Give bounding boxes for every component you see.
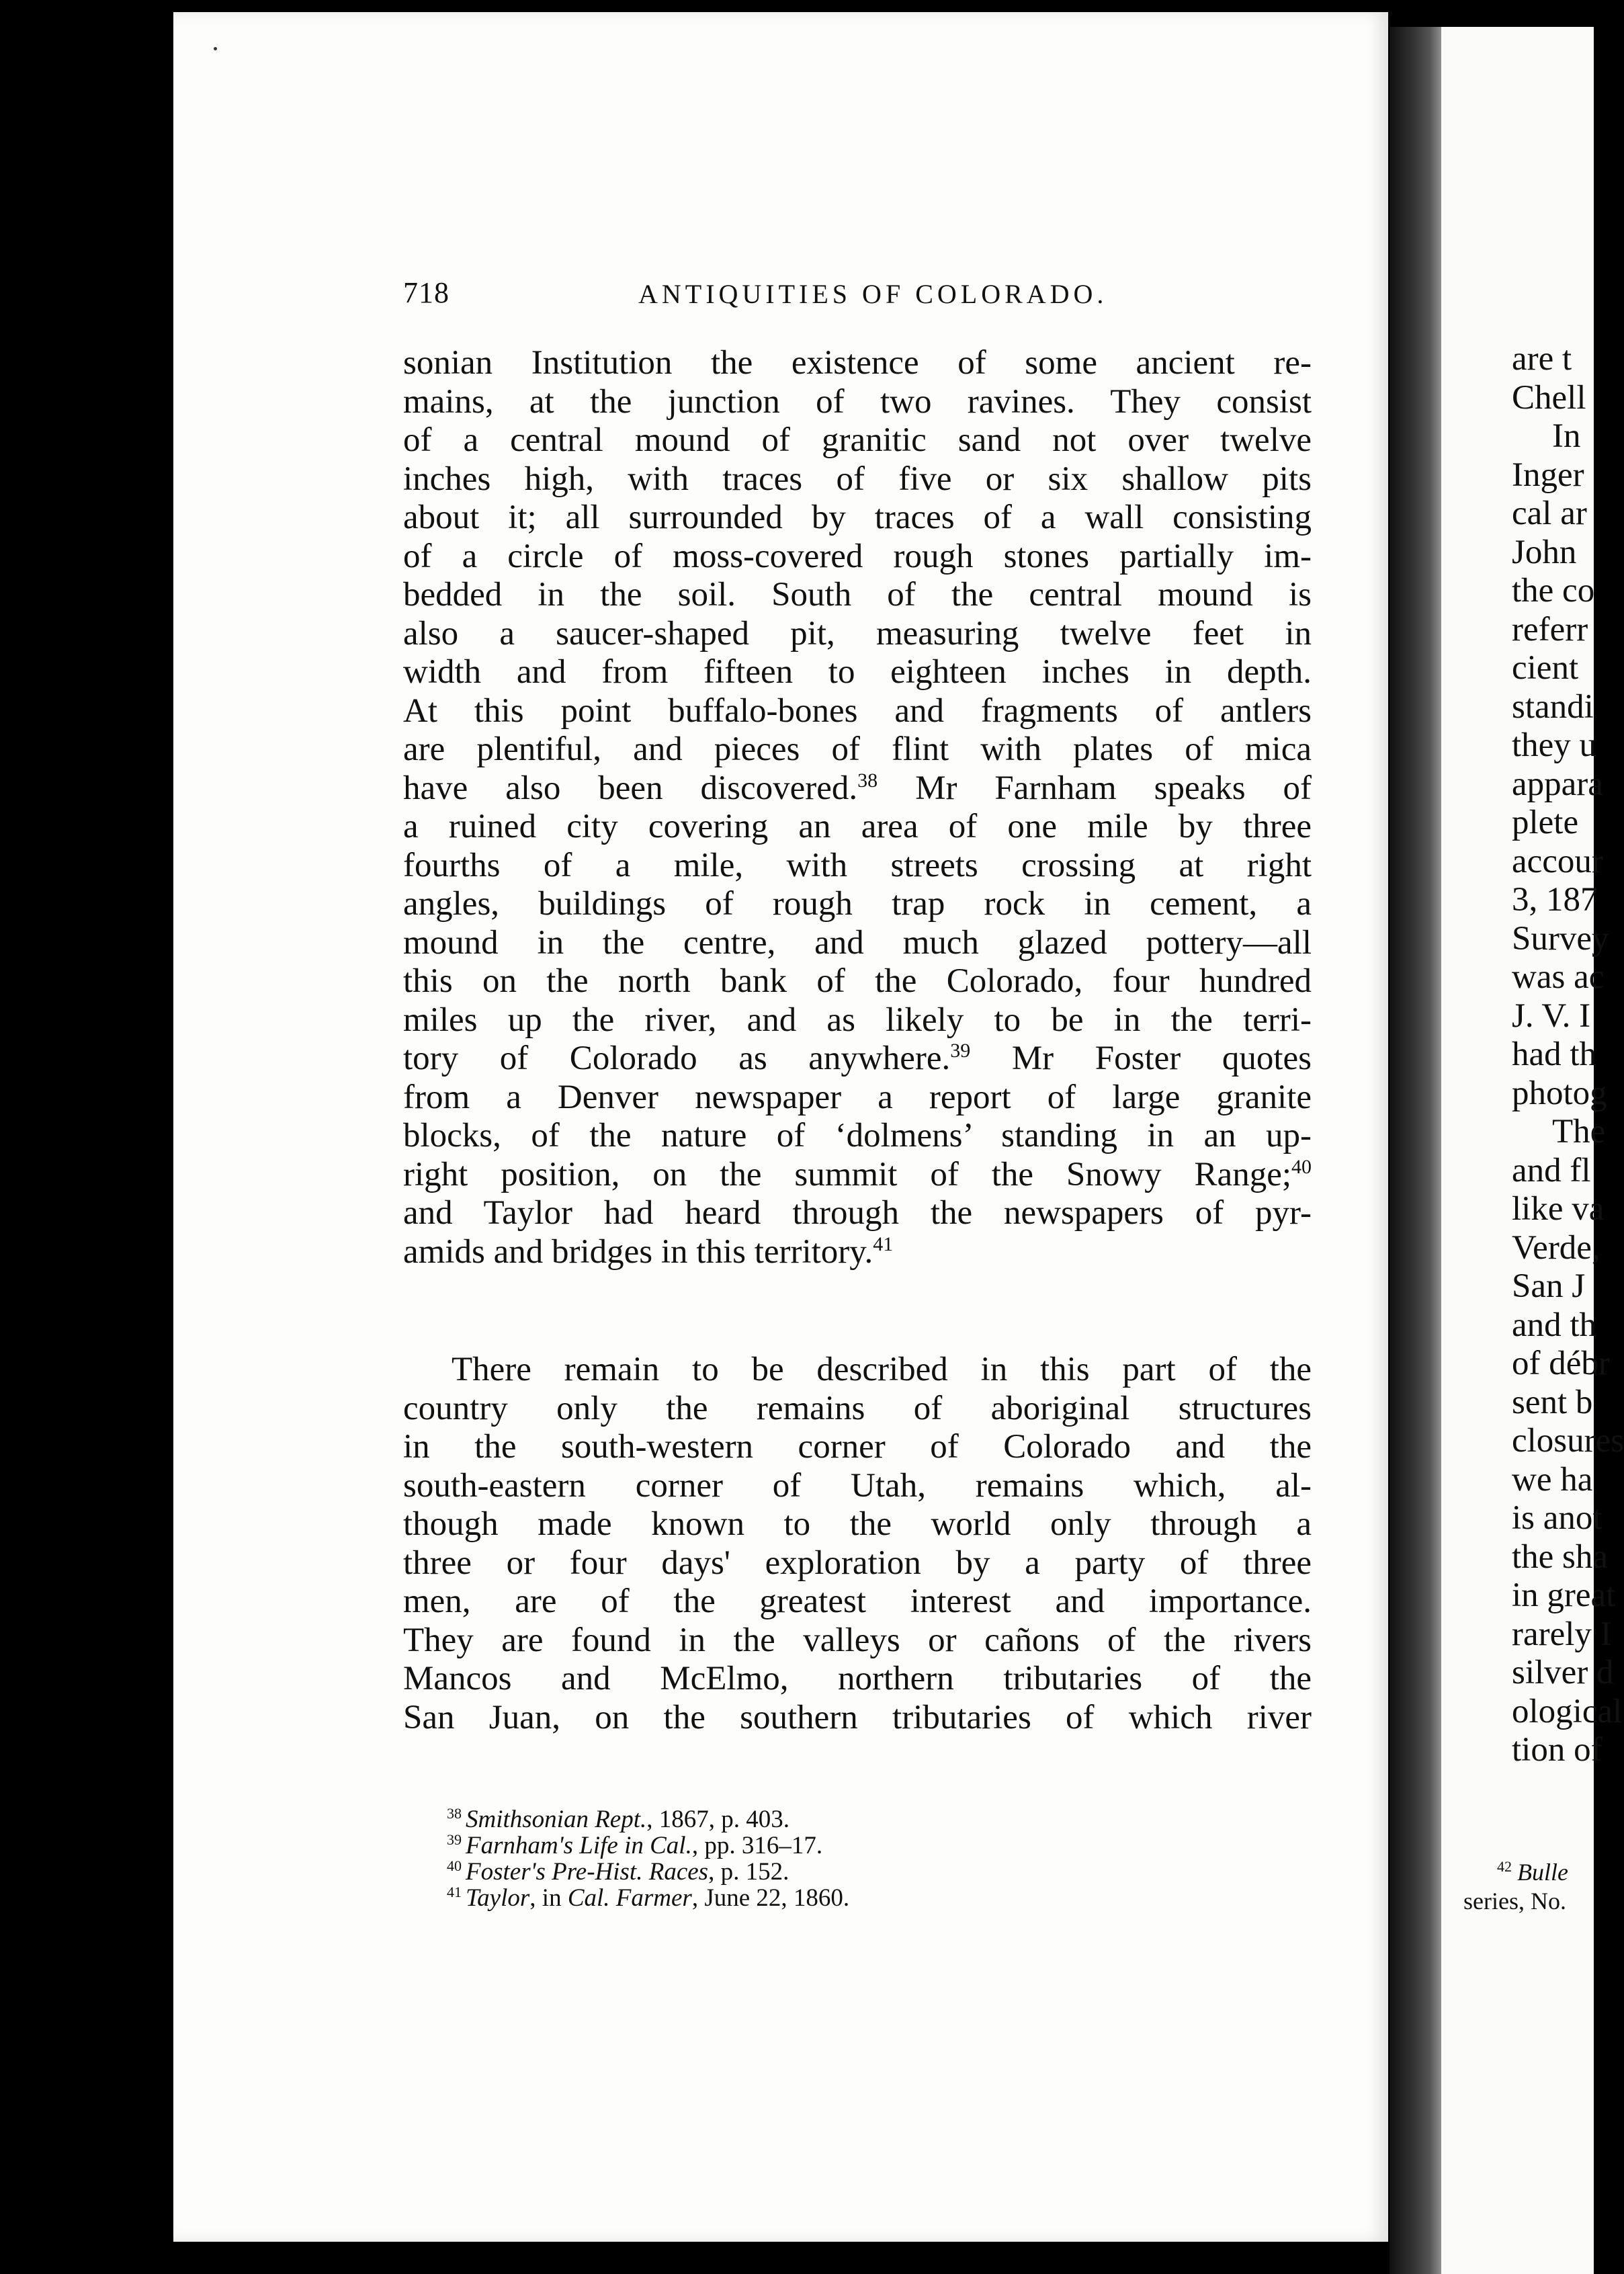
text-line: Mancos and McElmo, northern tributaries of the xyxy=(403,1660,1312,1697)
right-page-footnote: series, No. xyxy=(1463,1888,1566,1914)
text-line xyxy=(403,1117,1312,1156)
line-text: also a saucer-shaped pit, measuring twelve feet in xyxy=(403,614,1312,652)
right-page-line: sent b xyxy=(1512,1383,1593,1421)
right-page-line: John xyxy=(1512,533,1577,571)
right-page-line: Chell xyxy=(1512,378,1586,417)
line-text: width and from fifteen to eighteen inches in depth. xyxy=(403,653,1312,691)
line-text: At this point buffalo-bones and fragments of antlers xyxy=(403,691,1312,730)
text-line: south-eastern corner of Utah, remains which, al- xyxy=(403,1466,1312,1505)
right-page-line: cal ar xyxy=(1512,495,1587,532)
page-header xyxy=(403,276,1344,316)
text-line xyxy=(403,421,1312,460)
footnote-detail: , p. 152. xyxy=(708,1858,789,1886)
footnote xyxy=(447,1859,1320,1885)
line-text: Mr Farnham speaks of xyxy=(878,769,1312,807)
right-page-line: closures xyxy=(1512,1422,1624,1460)
page-number: 718 xyxy=(403,276,450,309)
right-page-line: photog xyxy=(1512,1074,1607,1112)
right-page-line: appara xyxy=(1512,765,1603,803)
right-page-line: cient xyxy=(1512,649,1579,687)
footnote-source: Smithsonian Rept. xyxy=(466,1806,647,1833)
text-line xyxy=(403,885,1312,924)
text-line: They are found in the valleys or cañons of the rivers xyxy=(403,1621,1312,1659)
right-page-line: plete xyxy=(1512,804,1579,841)
right-page-line: is anot xyxy=(1512,1499,1602,1537)
text-line xyxy=(403,460,1312,499)
right-page-line: J. V. I xyxy=(1512,997,1591,1035)
text-line xyxy=(403,576,1312,615)
footnote-number: 39 xyxy=(447,1830,462,1848)
right-page-line: 3, 187 xyxy=(1512,881,1598,919)
text-line xyxy=(403,730,1312,769)
text-line xyxy=(403,1156,1312,1195)
right-page-line: The xyxy=(1552,1113,1606,1150)
right-page-line: had th xyxy=(1512,1036,1597,1073)
footnote-detail: , 1867, p. 403. xyxy=(646,1806,790,1833)
footnote-source: Taylor xyxy=(466,1884,530,1912)
right-page-line: and th xyxy=(1512,1306,1597,1344)
text-line xyxy=(403,344,1312,383)
paragraph-1 xyxy=(403,344,1312,1271)
right-page-line: was ac xyxy=(1512,958,1605,996)
line-text: miles up the river, and as likely to be in the terri- xyxy=(403,1001,1312,1039)
footnote-source: Foster's Pre-Hist. Races xyxy=(466,1858,709,1886)
footnote-source: Farnham's Life in Cal. xyxy=(466,1832,692,1859)
text-line xyxy=(403,538,1312,577)
footnote-reference: 41 xyxy=(873,1232,894,1255)
footnote-reference: 38 xyxy=(857,769,878,792)
line-text: angles, buildings of rough trap rock in cement, a xyxy=(403,885,1312,923)
text-line xyxy=(403,962,1312,1001)
text-line xyxy=(403,615,1312,654)
footnote-number: 40 xyxy=(447,1857,462,1874)
text-line xyxy=(403,653,1312,692)
line-text: tory of Colorado as anywhere. xyxy=(403,1040,951,1077)
footnote xyxy=(447,1830,1320,1859)
right-page-line: Survey xyxy=(1512,919,1609,958)
right-page-line: tion of xyxy=(1512,1731,1602,1769)
line-text: a ruined city covering an area of one mile by three xyxy=(403,808,1312,845)
running-head: ANTIQUITIES OF COLORADO. xyxy=(638,279,1108,309)
right-page-footnote xyxy=(1497,1858,1568,1886)
right-page-line: and fl xyxy=(1512,1151,1591,1189)
right-page-line: Inger xyxy=(1512,456,1584,494)
right-page-line: standi xyxy=(1512,687,1594,726)
text-line xyxy=(403,808,1312,847)
text-line: three or four days' exploration by a party of three xyxy=(403,1544,1312,1582)
right-page-line: of débr xyxy=(1512,1345,1610,1382)
line-text: right position, on the summit of the Snowy Range; xyxy=(403,1155,1291,1193)
text-line: in the south-western corner of Colorado and the xyxy=(403,1428,1312,1466)
text-line xyxy=(403,383,1312,422)
right-page-line: like va xyxy=(1512,1190,1605,1228)
line-text: from a Denver newspaper a report of large granite xyxy=(403,1078,1312,1116)
right-page-line: San J xyxy=(1512,1267,1586,1305)
line-text: this on the north bank of the Colorado, four hundred xyxy=(403,962,1312,1000)
footnote-number: 42 xyxy=(1497,1858,1512,1875)
line-text: about it; all surrounded by traces of a wall consisting xyxy=(403,499,1312,536)
footnote-reference: 39 xyxy=(950,1040,971,1062)
right-page-line: rarely I xyxy=(1512,1615,1612,1653)
right-page-line: they u xyxy=(1512,726,1597,764)
right-page-line: ological xyxy=(1512,1692,1623,1730)
paragraph-2 xyxy=(403,1351,1312,1737)
text-line xyxy=(403,1040,1312,1079)
line-text: inches high, with traces of five or six shallow pits xyxy=(403,460,1312,498)
text-line xyxy=(403,1001,1312,1040)
text-line xyxy=(403,847,1312,886)
right-page-line: Verde, xyxy=(1512,1228,1600,1267)
text-line xyxy=(403,692,1312,731)
footnote-detail: , June 22, 1860. xyxy=(691,1884,850,1912)
footnote-detail: , pp. 316–17. xyxy=(691,1832,823,1859)
line-text: amids and bridges in this territory. xyxy=(403,1232,873,1271)
line-text: and Taylor had heard through the newspapers of pyr- xyxy=(403,1194,1312,1232)
line-text: bedded in the soil. South of the central mound is xyxy=(403,576,1312,614)
text-line: country only the remains of aboriginal structures xyxy=(403,1389,1312,1427)
text-line xyxy=(403,499,1312,538)
right-page-line: we ha xyxy=(1512,1460,1593,1499)
line-text: blocks, of the nature of ‘dolmens’ standing in an up- xyxy=(403,1117,1312,1154)
text-line: There remain to be described in this part of the xyxy=(452,1351,1312,1388)
book-gutter xyxy=(1390,27,1443,2274)
footnote-source: Bulle xyxy=(1517,1859,1568,1886)
line-text: sonian Institution the existence of some ancient re- xyxy=(403,344,1312,382)
right-page-line: the co xyxy=(1512,572,1595,609)
text-line xyxy=(403,924,1312,963)
right-page-line: accour xyxy=(1512,842,1603,880)
text-line xyxy=(403,1194,1312,1233)
footnote-reference: 40 xyxy=(1291,1155,1312,1178)
right-page-line: are t xyxy=(1512,340,1572,378)
text-line xyxy=(403,1233,1312,1272)
line-text: are plentiful, and pieces of flint with plates of mica xyxy=(403,730,1312,768)
footnote-number: 38 xyxy=(447,1804,462,1822)
text-line xyxy=(403,1079,1312,1118)
text-line: though made known to the world only through a xyxy=(403,1505,1312,1543)
footnote-number: 41 xyxy=(447,1883,462,1900)
line-text: of a central mound of granitic sand not over twelve xyxy=(403,421,1312,459)
right-page-line: in great xyxy=(1512,1576,1616,1614)
footnote xyxy=(447,1806,1320,1833)
text-line: San Juan, on the southern tributaries of which river xyxy=(403,1698,1312,1736)
right-page-line: silver d xyxy=(1512,1654,1614,1691)
right-page-line: referr xyxy=(1512,610,1588,648)
footnotes xyxy=(447,1806,1320,1911)
line-text: mains, at the junction of two ravines. They consist xyxy=(403,382,1312,421)
footnote-source: Cal. Farmer xyxy=(567,1884,692,1912)
line-text: mound in the centre, and much glazed pottery—all xyxy=(403,923,1312,962)
right-page-line: In xyxy=(1552,417,1581,455)
text-line: men, are of the greatest interest and importance. xyxy=(403,1583,1312,1620)
text-line xyxy=(403,769,1312,808)
footnote-detail: , in xyxy=(529,1884,568,1912)
footnote xyxy=(447,1885,1320,1911)
scan-speck xyxy=(214,47,217,50)
right-page-line: the sha xyxy=(1512,1538,1609,1576)
line-text: Mr Foster quotes xyxy=(970,1040,1312,1077)
line-text: have also been discovered. xyxy=(403,769,858,807)
line-text: of a circle of moss-covered rough stones partially im- xyxy=(403,537,1312,575)
line-text: fourths of a mile, with streets crossing at right xyxy=(403,846,1312,884)
